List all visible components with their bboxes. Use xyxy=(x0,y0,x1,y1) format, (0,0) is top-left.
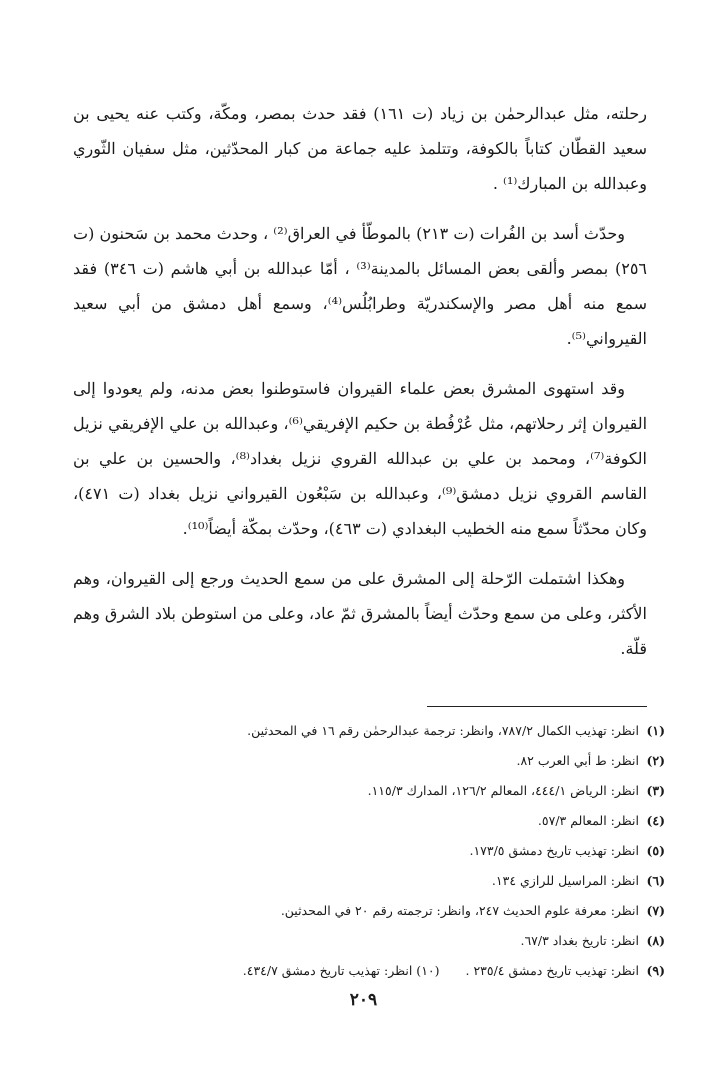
footnote-divider xyxy=(427,706,647,707)
footnote-2 xyxy=(65,746,665,776)
page-number: ٢٠٩ xyxy=(349,990,378,1010)
footnote-text: انظر: تاريخ بغداد ٦٧/٣. xyxy=(520,933,640,948)
footnote-text: انظر: الرياض ٤٤٤/١، المعالم ١٢٦/٢، المدارك ١١٥/٣. xyxy=(367,783,640,798)
paragraph-3: وقد استهوى المشرق بعض علماء القيروان فاستوطنوا بعض مدنه، ولم يعودوا إلى القيروان إثر رحلاتهم، مثل عُرْفُطة بن حكيم الإفريقي⁽⁶⁾، وعبدالله بن علي الإفريقي نزيل الكوفة⁽⁷⁾، ومحمد بن علي بن عبدالله القروي نزيل بغداد⁽⁸⁾، والحسين بن علي بن القاسم القروي نزيل دمشق⁽⁹⁾، وعبدالله بن سَبْعُون القيرواني نزيل بغداد (ت ٤٧١)، وكان محدّثاً سمع منه الخطيب البغدادي (ت ٤٦٣)، وحدّث بمكّة أيضاً⁽¹⁰⁾. xyxy=(73,379,648,538)
footnote-text: انظر: تهذيب تاريخ دمشق ١٧٣/٥. xyxy=(469,843,640,858)
footnotes xyxy=(65,716,665,986)
footnote-text: انظر: ط أبي العرب ٨٢. xyxy=(516,753,640,768)
paragraph-1: رحلته، مثل عبدالرحمٰن بن زياد (ت ١٦١) فقد حدث بمصر، ومكّة، وكتب عنه يحيى بن سعيد القطّان كتاباً بالكوفة، وتتلمذ عليه جماعة من كبار المحدّثين، مثل سفيان الثّوري وعبدالله بن المبارك⁽¹⁾ . xyxy=(73,104,648,193)
footnote-number: (٩) xyxy=(646,963,665,978)
footnote-text: انظر: تهذيب الكمال ٧٨٧/٢، وانظر: ترجمة عبدالرحمٰن رقم ١٦ في المحدثين. xyxy=(247,723,640,738)
footnote-3 xyxy=(65,776,665,806)
footnote-9 xyxy=(65,956,665,986)
footnote-text: انظر: المعالم ٥٧/٣. xyxy=(537,813,640,828)
footnote-number: (٧) xyxy=(646,903,665,918)
footnote-text: انظر: المراسيل للرازي ١٣٤. xyxy=(491,873,640,888)
footnote-7 xyxy=(65,896,665,926)
footnote-number: (٢) xyxy=(646,753,665,768)
footnote-10 xyxy=(243,963,440,978)
footnote-number: (١) xyxy=(646,723,665,738)
footnote-number: (٦) xyxy=(646,873,665,888)
footnote-5 xyxy=(65,836,665,866)
footnote-text: انظر: تهذيب تاريخ دمشق ٤٣٤/٧. xyxy=(242,963,413,978)
footnote-number: (٣) xyxy=(646,783,665,798)
footnote-number: (٨) xyxy=(646,933,665,948)
footnote-1 xyxy=(65,716,665,746)
footnote-8 xyxy=(65,926,665,956)
paragraph-2: وحدّث أسد بن الفُرات (ت ٢١٣) بالموطّأ في العراق⁽²⁾ ، وحدث محمد بن سَحنون (ت ٢٥٦) بمصر وألقى بعض المسائل بالمدينة⁽³⁾ ، أمّا عبدالله بن أبي هاشم (ت ٣٤٦) فقد سمع منه أهل مصر والإسكندريّة وطرابُلُس⁽⁴⁾، وسمع أهل دمشق من أبي سعيد القيرواني⁽⁵⁾. xyxy=(73,224,648,348)
footnote-text: انظر: تهذيب تاريخ دمشق ٢٣٥/٤ . xyxy=(465,963,640,978)
footnote-6 xyxy=(65,866,665,896)
footnote-number: (٥) xyxy=(646,843,665,858)
paragraph-4: وهكذا اشتملت الرّحلة إلى المشرق على من سمع الحديث ورجع إلى القيروان، وهم الأكثر، وعلى من سمع وحدّث أيضاً بالمشرق ثمّ عاد، وعلى من استوطن بلاد الشرق وهم قلّة. xyxy=(73,569,647,658)
footnote-number: (٤) xyxy=(646,813,665,828)
footnote-4 xyxy=(65,806,665,836)
main-text xyxy=(73,96,647,681)
footnote-number: (١٠) xyxy=(416,963,440,978)
footnote-text: انظر: معرفة علوم الحديث ٢٤٧، وانظر: ترجمته رقم ٢٠ في المحدثين. xyxy=(280,903,640,918)
